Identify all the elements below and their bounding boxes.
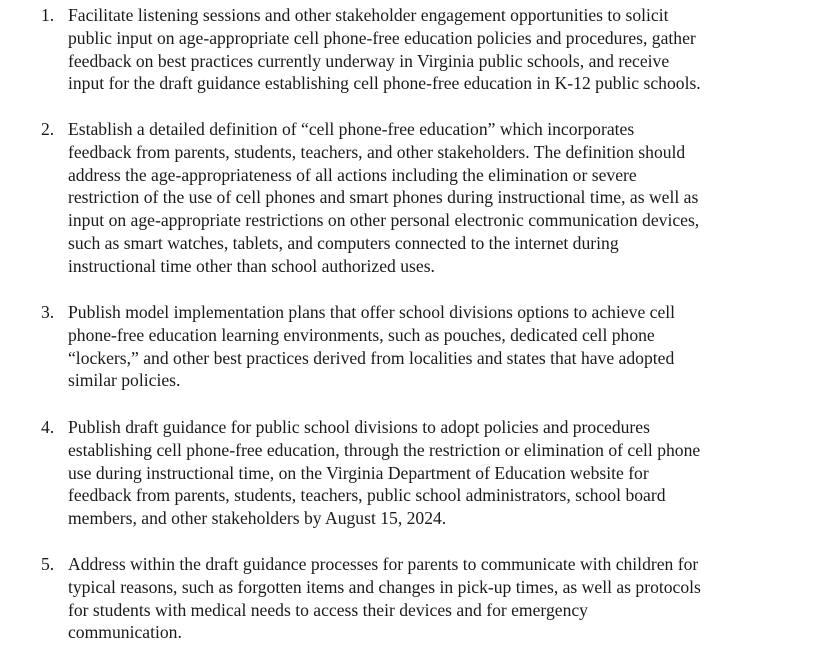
list-number: 5. bbox=[41, 554, 55, 574]
list-item-text-line: typical reasons, such as forgotten items and changes in pick-up times, as well as protocols bbox=[68, 576, 701, 597]
list-item-text-line: communication. bbox=[68, 622, 182, 643]
list-item-text-line: Establish a detailed definition of “cell phone-free education” which incorporates bbox=[68, 119, 635, 139]
list-item-text-line: Publish model implementation plans that offer school divisions options to achieve cell bbox=[68, 302, 676, 322]
list-item-text-line: public input on age-appropriate cell phone-free education policies and procedures, gather bbox=[68, 27, 696, 48]
list-item-text-line: feedback on best practices currently underway in Virginia public schools, and receive bbox=[68, 50, 670, 71]
list-item-text-line: “lockers,” and other best practices derived from localities and states that have adopted bbox=[68, 347, 675, 368]
list-item-text-line: restriction of the use of cell phones and smart phones during instructional time, as well as bbox=[68, 187, 699, 208]
list-item-text-line: members, and other stakeholders by August 15, 2024. bbox=[68, 508, 447, 529]
list-item-text-line: feedback from parents, students, teachers, and other stakeholders. The definition should bbox=[68, 141, 686, 162]
list-item-text-line: instructional time other than school authorized uses. bbox=[68, 255, 435, 276]
list-item-text-line: Publish draft guidance for public school divisions to adopt policies and procedures bbox=[68, 417, 650, 437]
list-item-text-line: Address within the draft guidance processes for parents to communicate with children for bbox=[68, 554, 699, 574]
list-number: 2. bbox=[41, 119, 55, 139]
list-item-text-line: such as smart watches, tablets, and computers connected to the internet during bbox=[68, 233, 619, 253]
list-item-text-line: input for the draft guidance establishing cell phone-free education in K-12 public schools. bbox=[68, 73, 701, 94]
list-number: 4. bbox=[41, 417, 55, 437]
list-item-text-line: Facilitate listening sessions and other stakeholder engagement opportunities to solicit bbox=[68, 5, 669, 25]
list-item-text-line: feedback from parents, students, teachers, public school administrators, school board bbox=[68, 485, 666, 506]
list-number: 1. bbox=[41, 5, 55, 25]
list-item-text-line: establishing cell phone-free education, through the restriction or elimination of cell phone bbox=[68, 439, 701, 460]
list-item-text-line: for students with medical needs to access their devices and for emergency bbox=[68, 599, 588, 620]
list-item-text-line: phone-free education learning environments, such as pouches, dedicated cell phone bbox=[68, 324, 655, 345]
list-item-text-line: address the age-appropriateness of all actions including the elimination or severe bbox=[68, 164, 637, 185]
list-number: 3. bbox=[41, 302, 55, 322]
list-item-text-line: use during instructional time, on the Virginia Department of Education website for bbox=[68, 462, 649, 483]
list-item-text-line: similar policies. bbox=[68, 370, 181, 391]
list-item-text-line: input on age-appropriate restrictions on other personal electronic communication devices, bbox=[68, 210, 700, 231]
